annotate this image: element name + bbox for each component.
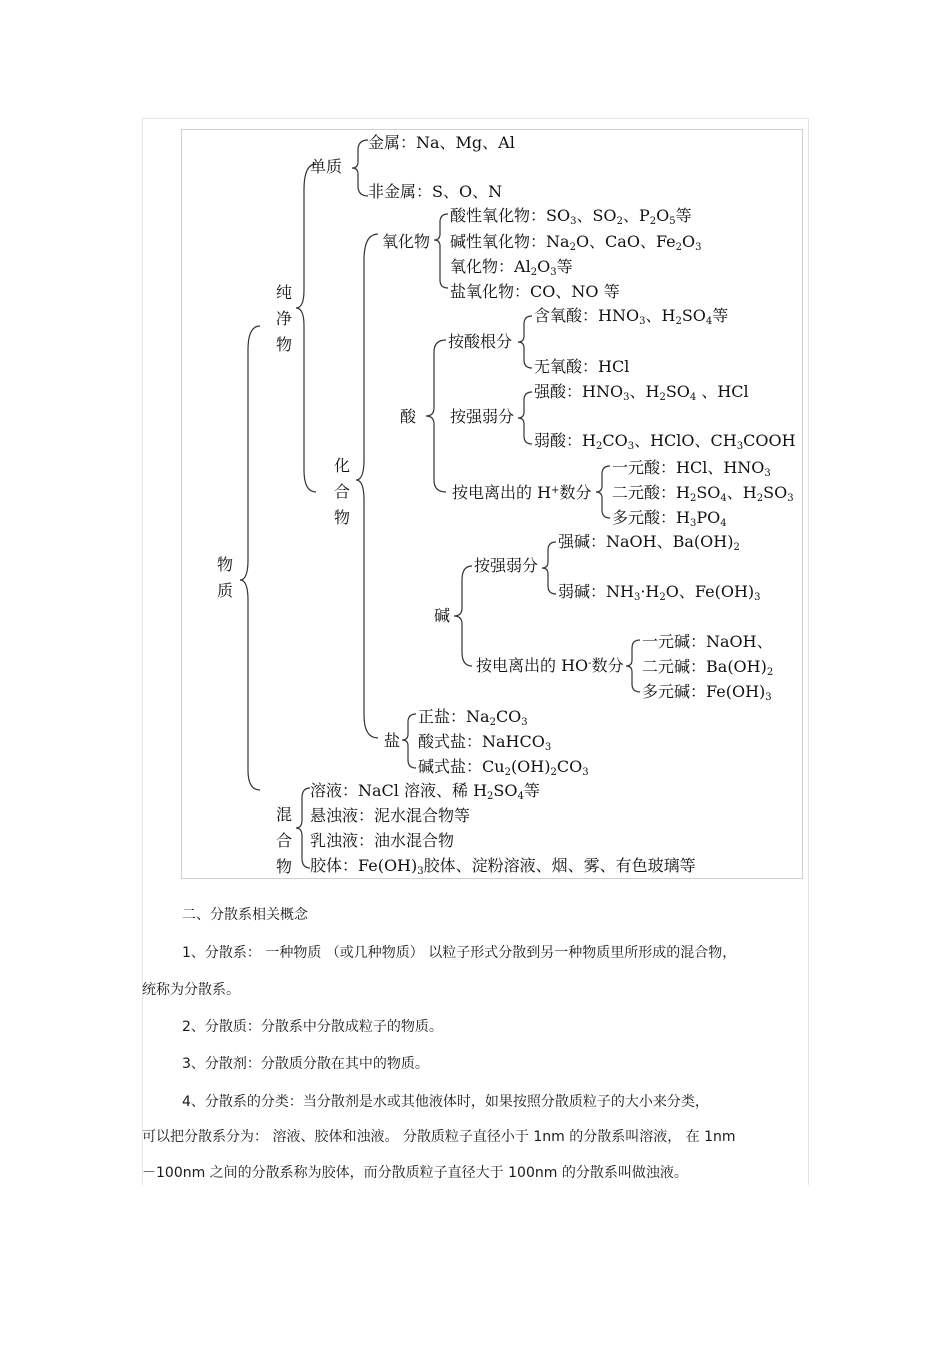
bracket-strength-base xyxy=(542,542,556,594)
bracket-oh-ions xyxy=(626,640,640,692)
node-by-strength-acid: 按强弱分 xyxy=(450,407,515,426)
node-base: 碱 xyxy=(434,606,451,625)
node-root: 物质 xyxy=(216,555,233,600)
node-weak-base: 弱碱：$NH_3\cdot H_2O$、$Fe(OH)_3$ xyxy=(558,582,761,603)
node-strong-acid: 强酸：$HNO_3$、$H_2SO_4$ 、HCl xyxy=(534,382,749,403)
node-element: 单质 xyxy=(310,157,343,176)
node-acidic-oxide: 酸性氧化物：$SO_3$、$SO_2$、$P_2O_5$等 xyxy=(450,206,692,227)
para-4-line-2: 可以把分散系分为： 溶液、胶体和浊液。 分散质粒子直径小于 1nm 的分散系叫溶液， 在 1nm xyxy=(142,1129,736,1145)
node-salt: 盐 xyxy=(384,731,401,750)
bracket-compound xyxy=(356,234,378,738)
bracket-h-ions xyxy=(596,466,610,518)
node-by-h-ions: 按电离出的 H+数分 xyxy=(452,483,592,502)
node-nonmetal: 非金属：S、O、N xyxy=(368,182,503,201)
node-mono-base: 一元碱：NaOH、 xyxy=(642,632,773,651)
para-4-line-3: －100nm 之间的分散系称为胶体，而分散质粒子直径大于 100nm 的分散系叫做浊液。 xyxy=(142,1165,688,1181)
node-metal: 金属：Na、Mg、Al xyxy=(368,133,515,152)
classification-tree xyxy=(181,129,803,879)
bracket-radical xyxy=(518,316,532,368)
node-weak-acid: 弱酸：$H_2CO_3$、HClO、$CH_3COOH$ xyxy=(534,431,796,452)
para-3: 3、分散剂：分散质分散在其中的物质。 xyxy=(182,1056,429,1072)
bracket-strength-acid xyxy=(518,392,532,444)
node-normal-salt: 正盐：$Na_2CO_3$ xyxy=(418,707,528,728)
node-oxide: 氧化物 xyxy=(382,232,431,251)
node-by-strength-base: 按强弱分 xyxy=(474,556,539,575)
bracket-root xyxy=(240,326,260,790)
node-pure: 纯净物 xyxy=(275,283,292,354)
node-compound: 化合物 xyxy=(333,456,350,527)
node-emulsion: 乳浊液：油水混合物 xyxy=(310,831,455,850)
para-1-line-2: 统称为分散系。 xyxy=(142,982,240,998)
node-poly-base: 多元碱：$Fe(OH)_3$ xyxy=(642,682,772,703)
node-solution: 溶液：NaCl 溶液、稀 $H_2SO_4$等 xyxy=(310,781,540,802)
node-colloid: 胶体：$Fe(OH)_3$胶体、淀粉溶液、烟、雾、有色玻璃等 xyxy=(310,856,696,877)
node-polyprotic: 多元酸：$H_3PO_4$ xyxy=(612,508,727,529)
node-acid-salt: 酸式盐：NaHCO$_3$ xyxy=(418,732,552,753)
node-monoprotic: 一元酸：HCl、$HNO_3$ xyxy=(612,458,771,479)
node-by-oh-ions: 按电离出的 HO-数分 xyxy=(476,656,624,675)
bracket-oxide xyxy=(434,214,448,288)
para-2: 2、分散质：分散系中分散成粒子的物质。 xyxy=(182,1019,443,1035)
node-amphoteric-oxide: 氧化物：$Al_2O_3$等 xyxy=(450,257,573,278)
bracket-element xyxy=(352,140,368,196)
node-by-radical: 按酸根分 xyxy=(448,332,513,351)
bracket-base xyxy=(454,566,472,666)
node-basic-salt: 碱式盐：$Cu_2(OH)_2CO_3$ xyxy=(418,757,589,778)
section-heading: 二、分散系相关概念 xyxy=(182,907,308,923)
bracket-pure xyxy=(296,164,316,492)
node-diprotic: 二元酸：$H_2SO_4$、$H_2SO_3$ xyxy=(612,483,794,504)
node-neutral-oxide: 盐氧化物：CO、NO 等 xyxy=(450,282,620,301)
node-acid: 酸 xyxy=(400,407,417,426)
bracket-salt xyxy=(402,714,416,768)
node-strong-base: 强碱：NaOH、$Ba(OH)_2$ xyxy=(558,532,740,553)
node-mixture: 混合物 xyxy=(275,805,292,876)
node-suspension: 悬浊液：泥水混合物等 xyxy=(310,806,471,825)
node-oxyacid: 含氧酸：$HNO_3$、$H_2SO_4$等 xyxy=(534,306,729,327)
node-hydracid: 无氧酸：HCl xyxy=(534,357,630,376)
node-basic-oxide: 碱性氧化物：$Na_2O$、CaO、$Fe_2O_3$ xyxy=(450,232,702,253)
para-4-line-1: 4、分散系的分类：当分散剂是水或其他液体时，如果按照分散质粒子的大小来分类， xyxy=(182,1094,709,1110)
para-1-line-1: 1、分散系： 一种物质 （或几种物质） 以粒子形式分散到另一种物质里所形成的混合物， xyxy=(182,945,737,961)
bracket-mixture xyxy=(296,788,310,868)
bracket-acid xyxy=(426,340,446,492)
node-di-base: 二元碱：$Ba(OH)_2$ xyxy=(642,657,774,678)
